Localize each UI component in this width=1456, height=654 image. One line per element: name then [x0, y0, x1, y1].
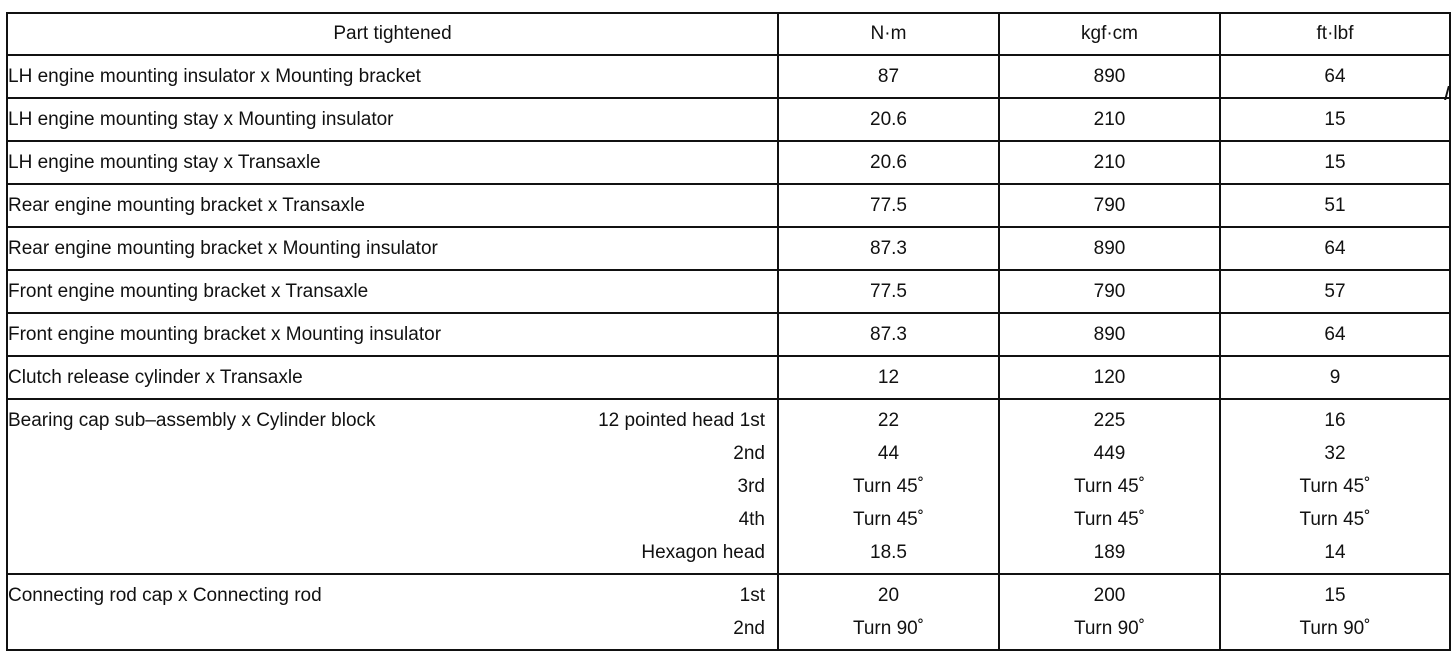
- step-label: Hexagon head: [641, 542, 765, 563]
- ftlbf-cell: 57: [1220, 270, 1450, 313]
- ftlbf-value: 32: [1324, 443, 1346, 464]
- header-row: [7, 13, 1450, 55]
- kgfcm-cell: 890: [999, 227, 1220, 270]
- part-cell: Rear engine mounting bracket x Transaxle: [7, 184, 778, 227]
- table-row: [7, 141, 1450, 184]
- kgfcm-cell: 210: [999, 98, 1220, 141]
- part-cell: [7, 574, 778, 650]
- kgfcm-cell: 790: [999, 184, 1220, 227]
- header-part: Part tightened: [7, 13, 778, 55]
- ftlbf-cell: 9: [1220, 356, 1450, 399]
- ftlbf-value: Turn 45˚: [1299, 476, 1371, 497]
- ftlbf-value: 14: [1324, 542, 1346, 563]
- header-kgfcm: kgf·cm: [999, 13, 1220, 55]
- nm-cell: 87.3: [778, 227, 999, 270]
- kgfcm-cell: 890: [999, 313, 1220, 356]
- table-row: [7, 227, 1450, 270]
- ftlbf-value: 16: [1324, 410, 1346, 431]
- kgfcm-cell: [999, 574, 1220, 650]
- torque-spec-table: [6, 12, 1451, 651]
- ftlbf-cell: 64: [1220, 227, 1450, 270]
- nm-cell: [778, 574, 999, 650]
- part-cell: Clutch release cylinder x Transaxle: [7, 356, 778, 399]
- kgfcm-value: 189: [1093, 542, 1126, 563]
- step-label: 4th: [738, 509, 765, 530]
- nm-value: Turn 45˚: [852, 509, 925, 530]
- step-list: [733, 579, 765, 645]
- part-name: Connecting rod cap x Connecting rod: [8, 585, 322, 606]
- ftlbf-value: Turn 90˚: [1299, 618, 1371, 639]
- part-cell: Front engine mounting bracket x Transaxle: [7, 270, 778, 313]
- ftlbf-value: 15: [1324, 585, 1346, 606]
- nm-value: 22: [877, 410, 900, 431]
- kgfcm-value: Turn 90˚: [1073, 618, 1146, 639]
- part-cell: [7, 399, 778, 574]
- table-row: [7, 184, 1450, 227]
- ftlbf-value: Turn 45˚: [1299, 509, 1371, 530]
- table-row: [7, 356, 1450, 399]
- ftlbf-cell: 64: [1220, 55, 1450, 98]
- part-cell: Front engine mounting bracket x Mounting insulator: [7, 313, 778, 356]
- ftlbf-cell: [1220, 574, 1450, 650]
- ftlbf-cell: 51: [1220, 184, 1450, 227]
- header-nm: N·m: [778, 13, 999, 55]
- kgfcm-value: Turn 45˚: [1073, 476, 1146, 497]
- part-name: Bearing cap sub–assembly x Cylinder block: [8, 410, 376, 431]
- kgfcm-value: Turn 45˚: [1073, 509, 1146, 530]
- table-row: [7, 98, 1450, 141]
- nm-value: 18.5: [870, 542, 907, 563]
- table-row: [7, 313, 1450, 356]
- kgfcm-cell: 210: [999, 141, 1220, 184]
- ftlbf-cell: 64: [1220, 313, 1450, 356]
- step-label: 3rd: [737, 476, 765, 497]
- ftlbf-cell: 15: [1220, 98, 1450, 141]
- kgfcm-value: 225: [1093, 410, 1126, 431]
- nm-value: 44: [877, 443, 900, 464]
- kgfcm-cell: 120: [999, 356, 1220, 399]
- table-row-bearing-cap: [7, 399, 1450, 574]
- ftlbf-cell: [1220, 399, 1450, 574]
- kgfcm-value: 200: [1093, 585, 1126, 606]
- step-label: 12 pointed head 1st: [598, 410, 765, 431]
- step-label: 2nd: [733, 618, 765, 639]
- nm-value: 20: [877, 585, 900, 606]
- ftlbf-cell: 15: [1220, 141, 1450, 184]
- part-cell: LH engine mounting insulator x Mounting bracket: [7, 55, 778, 98]
- header-ftlbf: ft·lbf: [1220, 13, 1450, 55]
- nm-cell: 20.6: [778, 98, 999, 141]
- nm-cell: 87: [778, 55, 999, 98]
- nm-cell: 87.3: [778, 313, 999, 356]
- nm-value: Turn 45˚: [852, 476, 925, 497]
- part-cell: LH engine mounting stay x Mounting insulator: [7, 98, 778, 141]
- nm-value: Turn 90˚: [852, 618, 925, 639]
- kgfcm-cell: 790: [999, 270, 1220, 313]
- part-cell: Rear engine mounting bracket x Mounting insulator: [7, 227, 778, 270]
- step-list: [598, 404, 765, 569]
- kgfcm-value: 449: [1093, 443, 1126, 464]
- step-label: 2nd: [733, 443, 765, 464]
- nm-cell: 77.5: [778, 184, 999, 227]
- table-row: [7, 55, 1450, 98]
- nm-cell: 12: [778, 356, 999, 399]
- table-row-connecting-rod: [7, 574, 1450, 650]
- nm-cell: 77.5: [778, 270, 999, 313]
- nm-cell: 20.6: [778, 141, 999, 184]
- part-cell: LH engine mounting stay x Transaxle: [7, 141, 778, 184]
- step-label: 1st: [739, 585, 765, 606]
- kgfcm-cell: 890: [999, 55, 1220, 98]
- table-row: [7, 270, 1450, 313]
- kgfcm-cell: [999, 399, 1220, 574]
- nm-cell: [778, 399, 999, 574]
